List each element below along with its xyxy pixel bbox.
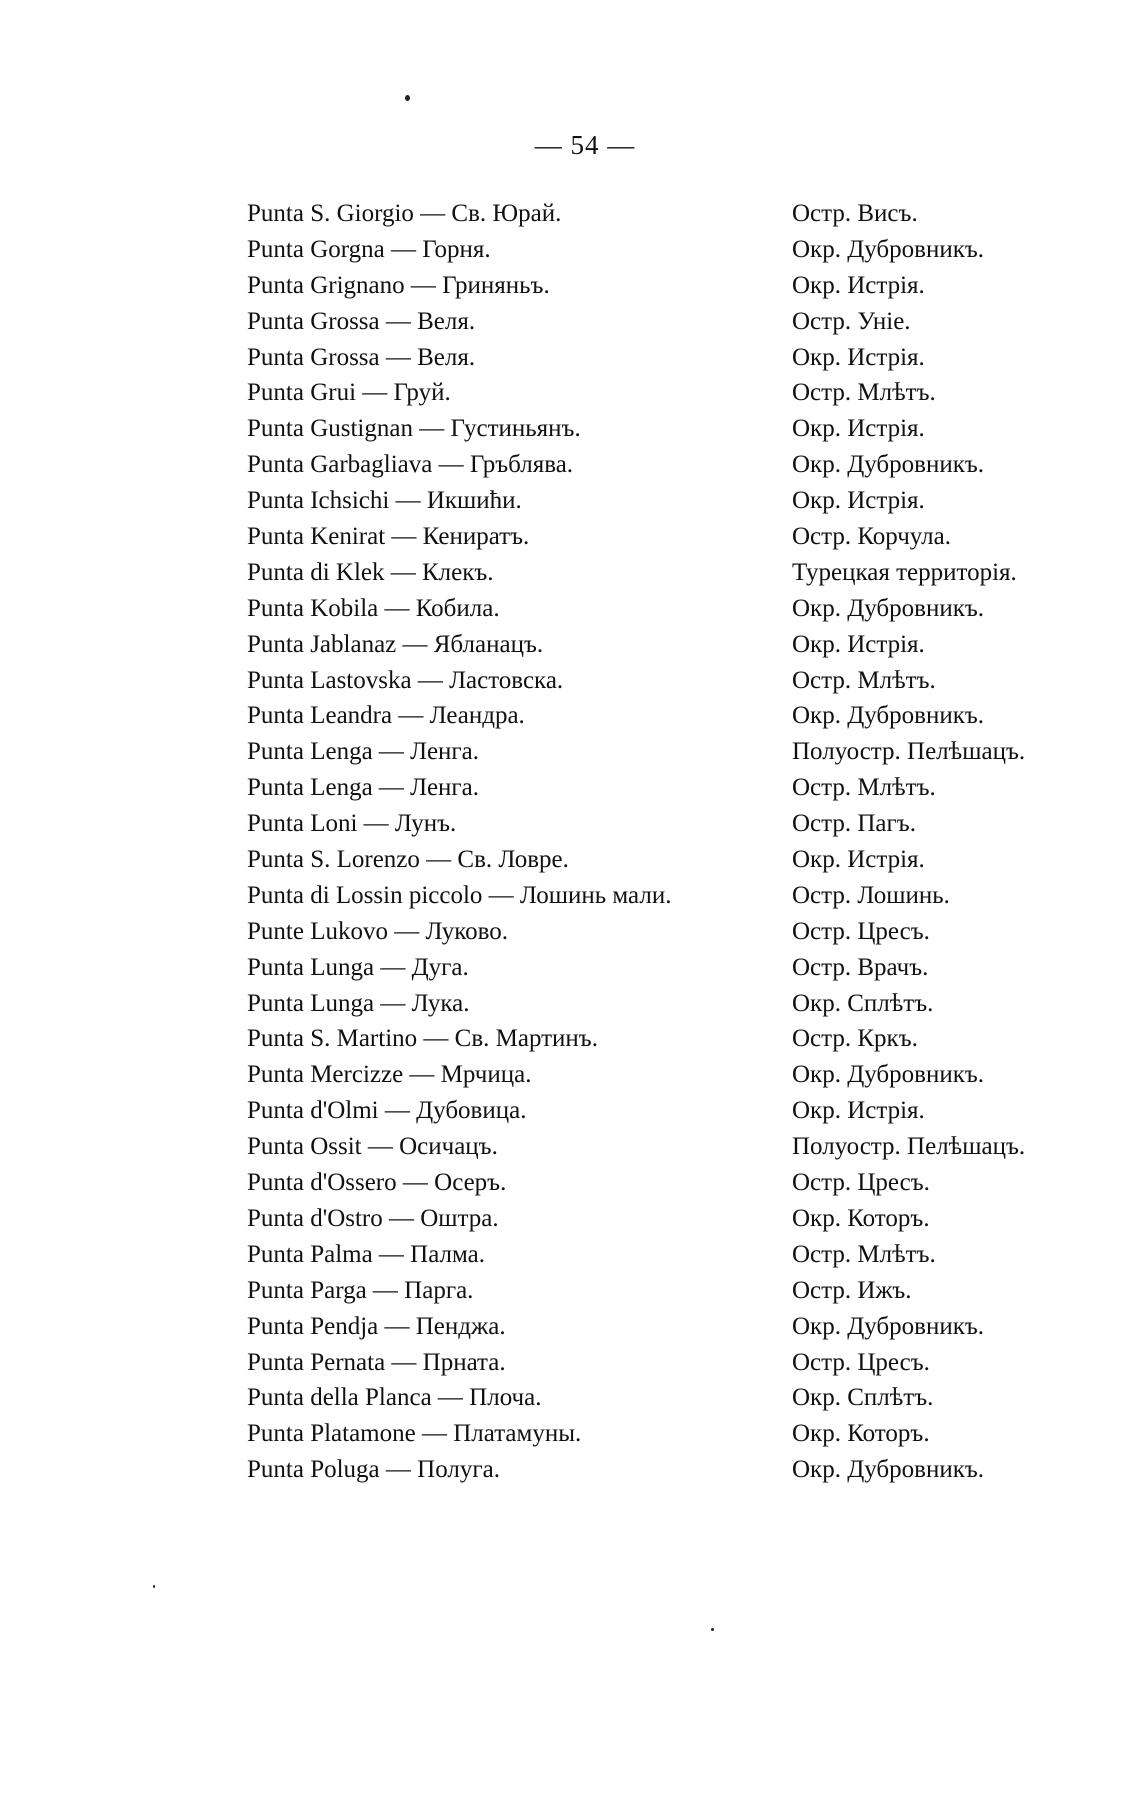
entry-region: Остр. Млѣтъ. bbox=[792, 379, 936, 407]
entry-row bbox=[247, 1165, 1067, 1201]
entry-row bbox=[247, 1057, 1067, 1093]
entry-region: Остр. Млѣтъ. bbox=[792, 666, 936, 694]
entry-name: Punta Ichsichi — Икшићи. bbox=[247, 487, 522, 515]
entry-row bbox=[247, 770, 1067, 806]
entry-region: Окр. Истрія. bbox=[792, 1097, 925, 1125]
entry-row bbox=[247, 447, 1067, 483]
entry-name: Punta Ossit — Осичацъ. bbox=[247, 1133, 498, 1161]
entry-name: Punta Kobila — Кобила. bbox=[247, 594, 500, 622]
entry-region: Полуостр. Пелѣшацъ. bbox=[792, 738, 1026, 766]
entry-region: Окр. Которъ. bbox=[792, 1420, 930, 1448]
entry-row bbox=[247, 411, 1067, 447]
entry-name: Punta della Planca — Плоча. bbox=[247, 1384, 542, 1412]
entry-region: Окр. Истрія. bbox=[792, 630, 925, 658]
entry-name: Punta Gustignan — Густиньянъ. bbox=[247, 415, 581, 443]
entry-row bbox=[247, 1201, 1067, 1237]
entry-row bbox=[247, 1237, 1067, 1273]
entry-row bbox=[247, 698, 1067, 734]
entry-row bbox=[247, 914, 1067, 950]
entry-region: Окр. Которъ. bbox=[792, 1204, 930, 1232]
entry-region: Окр. Сплѣтъ. bbox=[792, 1384, 934, 1412]
entry-region: Полуостр. Пелѣшацъ. bbox=[792, 1133, 1026, 1161]
entry-name: Punta Lunga — Лука. bbox=[247, 989, 470, 1017]
entry-region: Окр. Дубровникъ. bbox=[792, 1456, 985, 1484]
entry-name: Punta Grossa — Веля. bbox=[247, 307, 476, 335]
entry-region: Окр. Дубровникъ. bbox=[792, 451, 985, 479]
entry-row bbox=[247, 1345, 1067, 1381]
entry-region: Остр. Млѣтъ. bbox=[792, 774, 936, 802]
entry-name: Punta Pernata — Прната. bbox=[247, 1348, 506, 1376]
entry-name: Punta Garbagliava — Гръблява. bbox=[247, 451, 574, 479]
entry-name: Punta Gorgna — Горня. bbox=[247, 235, 491, 263]
entry-region: Окр. Дубровникъ. bbox=[792, 1312, 985, 1340]
entry-row bbox=[247, 734, 1067, 770]
entry-name: Punta Jablanaz — Ябланацъ. bbox=[247, 630, 544, 658]
entry-name: Punta Lastovska — Ластовска. bbox=[247, 666, 564, 694]
entry-row bbox=[247, 950, 1067, 986]
ink-speck bbox=[405, 95, 410, 101]
entry-row bbox=[247, 483, 1067, 519]
entry-row bbox=[247, 627, 1067, 663]
entry-name: Punta d'Ostro — Оштра. bbox=[247, 1204, 499, 1232]
entry-region: Остр. Кркъ. bbox=[792, 1025, 918, 1053]
entry-name: Punta S. Giorgio — Св. Юрай. bbox=[247, 200, 562, 227]
entry-region: Окр. Истрія. bbox=[792, 846, 925, 874]
entry-row bbox=[247, 1416, 1067, 1452]
entry-region: Окр. Истрія. bbox=[792, 487, 925, 515]
entry-name: Punta d'Ossero — Осеръ. bbox=[247, 1169, 507, 1197]
entry-row bbox=[247, 878, 1067, 914]
entry-region: Окр. Истрія. bbox=[792, 271, 925, 299]
entry-region: Остр. Врачъ. bbox=[792, 953, 929, 981]
entry-region: Остр. Корчула. bbox=[792, 523, 951, 551]
entry-row bbox=[247, 268, 1067, 304]
ink-speck bbox=[153, 1585, 155, 1588]
entry-name: Punte Lukovo — Луково. bbox=[247, 917, 509, 945]
entry-row bbox=[247, 519, 1067, 555]
entry-name: Punta di Lossin piccolo — Лошинь мали. bbox=[247, 881, 672, 909]
entry-region: Окр. Истрія. bbox=[792, 415, 925, 443]
entry-row bbox=[247, 806, 1067, 842]
entry-row bbox=[247, 1273, 1067, 1309]
entry-region: Остр. Ижъ. bbox=[792, 1276, 912, 1304]
entry-name: Punta Pendja — Пенджа. bbox=[247, 1312, 506, 1340]
entry-row bbox=[247, 375, 1067, 411]
ink-speck bbox=[711, 1628, 714, 1631]
entry-name: Punta Lenga — Ленга. bbox=[247, 738, 480, 766]
entry-region: Турецкая территорія. bbox=[792, 558, 1017, 586]
entry-row bbox=[247, 555, 1067, 591]
entry-name: Punta Lenga — Ленга. bbox=[247, 774, 480, 802]
entry-region: Остр. Млѣтъ. bbox=[792, 1240, 936, 1268]
entry-region: Остр. Пагъ. bbox=[792, 810, 916, 838]
entry-region: Остр. Цресъ. bbox=[792, 917, 930, 945]
entry-row bbox=[247, 591, 1067, 627]
entry-row bbox=[247, 196, 1067, 232]
entry-list bbox=[247, 196, 1067, 1488]
entry-row bbox=[247, 1309, 1067, 1345]
entry-name: Punta Grui — Груй. bbox=[247, 379, 451, 407]
entry-row bbox=[247, 1129, 1067, 1165]
entry-name: Punta Leandra — Леандра. bbox=[247, 702, 525, 730]
entry-name: Punta Lunga — Дуга. bbox=[247, 953, 469, 981]
entry-row bbox=[247, 304, 1067, 340]
entry-name: Punta d'Olmi — Дубовица. bbox=[247, 1097, 527, 1125]
entry-name: Punta Grossa — Веля. bbox=[247, 343, 476, 371]
entry-region: Остр. Цресъ. bbox=[792, 1169, 930, 1197]
entry-row bbox=[247, 340, 1067, 376]
entry-region: Остр. Цресъ. bbox=[792, 1348, 930, 1376]
entry-row bbox=[247, 986, 1067, 1022]
entry-region: Окр. Истрія. bbox=[792, 343, 925, 371]
entry-row bbox=[247, 1093, 1067, 1129]
entry-row bbox=[247, 1021, 1067, 1057]
entry-region: Окр. Дубровникъ. bbox=[792, 235, 985, 263]
entry-name: Punta Mercizze — Мрчица. bbox=[247, 1061, 532, 1089]
entry-name: Punta Poluga — Полуга. bbox=[247, 1456, 500, 1484]
entry-name: Punta Palma — Палма. bbox=[247, 1240, 486, 1268]
entry-name: Punta S. Lorenzo — Св. Ловре. bbox=[247, 846, 569, 874]
entry-region: Окр. Дубровникъ. bbox=[792, 702, 985, 730]
entry-region: Окр. Дубровникъ. bbox=[792, 594, 985, 622]
entry-row bbox=[247, 1452, 1067, 1488]
entry-name: Punta di Klek — Клекъ. bbox=[247, 558, 494, 586]
entry-row bbox=[247, 663, 1067, 699]
entry-row bbox=[247, 232, 1067, 268]
entry-region: Окр. Сплѣтъ. bbox=[792, 989, 934, 1017]
page-number: — 54 — bbox=[534, 130, 636, 160]
entry-row bbox=[247, 1380, 1067, 1416]
entry-name: Punta Grignano — Гриняньъ. bbox=[247, 271, 550, 299]
entry-name: Punta Platamone — Платамуны. bbox=[247, 1420, 582, 1448]
entry-region: Остр. Висъ. bbox=[792, 200, 918, 227]
entry-name: Punta Loni — Лунъ. bbox=[247, 810, 457, 838]
entry-name: Punta Kenirat — Кениратъ. bbox=[247, 523, 530, 551]
entry-region: Окр. Дубровникъ. bbox=[792, 1061, 985, 1089]
entry-row bbox=[247, 842, 1067, 878]
entry-name: Punta S. Martino — Св. Мартинъ. bbox=[247, 1025, 598, 1053]
entry-region: Остр. Уніе. bbox=[792, 307, 911, 335]
entry-name: Punta Parga — Парга. bbox=[247, 1276, 474, 1304]
entry-region: Остр. Лошинь. bbox=[792, 881, 950, 909]
